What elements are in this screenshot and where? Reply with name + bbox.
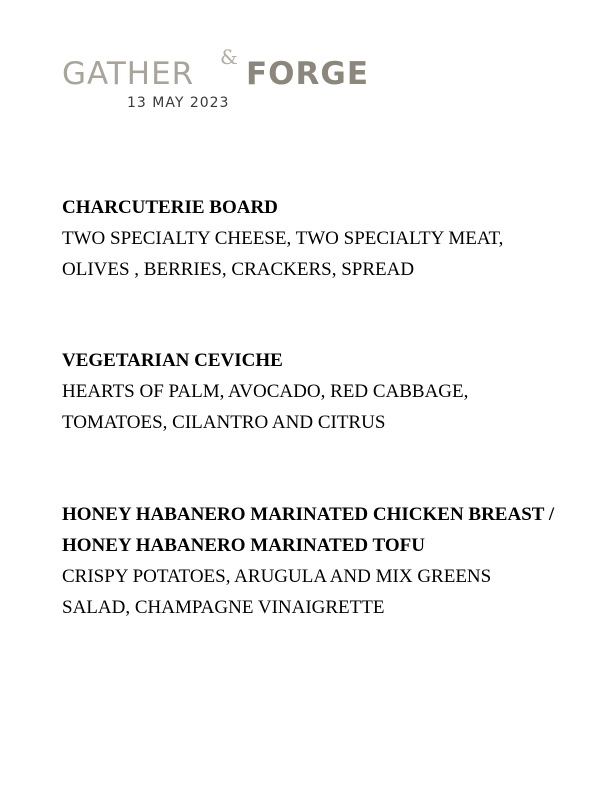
menu-item-ceviche [62,345,562,438]
menu-item-charcuterie [62,192,562,285]
menu-item-description: HEARTS OF PALM, AVOCADO, RED CABBAGE, TOMATOES, CILANTRO AND CITRUS [62,381,469,433]
menu-item-chicken-tofu [62,499,562,623]
event-date: 13 MAY 2023 [127,95,230,111]
menu-item-description: CRISPY POTATOES, ARUGULA AND MIX GREENS SALAD, CHAMPAGNE VINAIGRETTE [62,566,492,618]
menu-item-title: CHARCUTERIE BOARD [62,197,278,218]
logo-ampersand: & [220,45,238,69]
brand-logo [62,45,402,96]
logo-word-forge: FORGE [246,56,370,92]
logo-word-gather: GATHER [62,56,195,92]
menu-item-title: VEGETARIAN CEVICHE [62,350,283,371]
menu-item-description: TWO SPECIALTY CHEESE, TWO SPECIALTY MEAT, OLIVES , BERRIES, CRACKERS, SPREAD [62,228,504,280]
menu-item-title: HONEY HABANERO MARINATED CHICKEN BREAST / HONEY HABANERO MARINATED TOFU [62,504,555,556]
